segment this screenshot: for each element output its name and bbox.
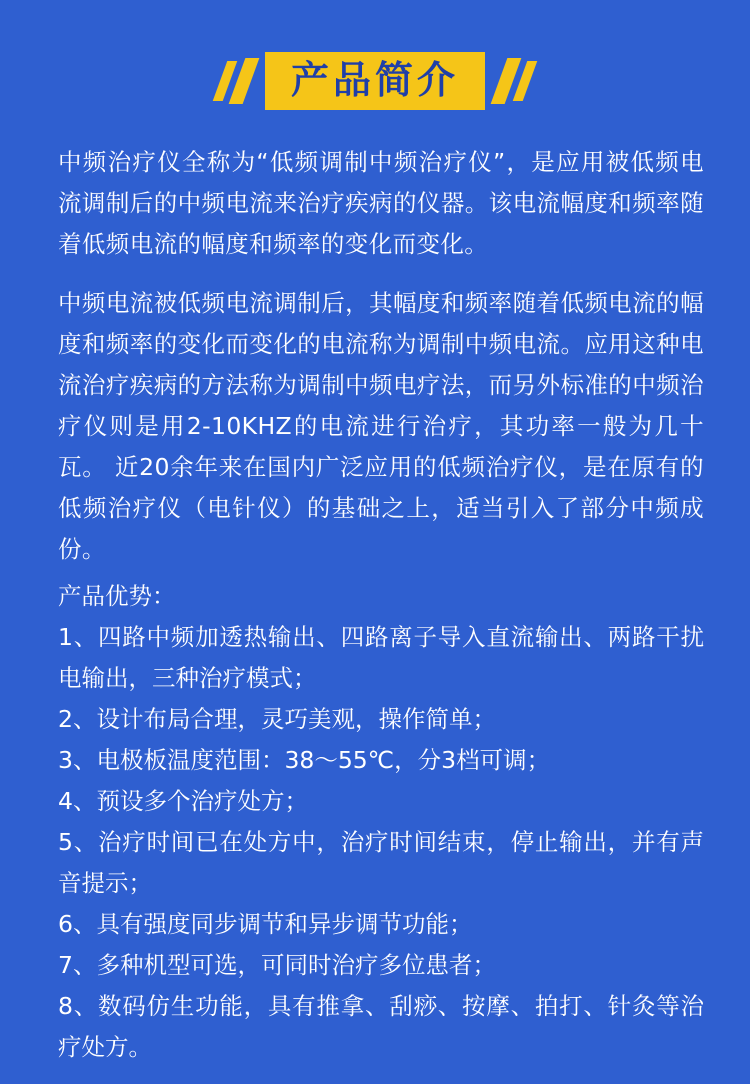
left-slash-decoration xyxy=(220,58,251,104)
list-item: 5、治疗时间已在处方中，治疗时间结束，停止输出，并有声音提示； xyxy=(58,828,704,897)
list-item: 1、四路中频加透热输出、四路离子导入直流输出、两路干扰电输出，三种治疗模式； xyxy=(58,623,704,692)
list-item: 8、数码仿生功能，具有推拿、刮痧、按摩、拍打、针灸等治疗处方。 xyxy=(58,992,704,1061)
page-header xyxy=(0,0,750,116)
right-slash-decoration xyxy=(499,58,530,104)
list-item: 4、预设多个治疗处方； xyxy=(58,787,308,815)
paragraph-spacer xyxy=(58,271,704,283)
list-item: 6、具有强度同步调节和异步调节功能； xyxy=(58,910,473,938)
detail-paragraph: 中频电流被低频电流调制后，其幅度和频率随着低频电流的幅度和频率的变化而变化的电流称为调制中频电流。应用这种电流治疗疾病的方法称为调制中频电疗法，而另外标准的中频治疗仪则是用2-10KHZ的电流进行治疗，其功率一般为几十瓦。 近20余年来在国内广泛应用的低频治疗仪，是在原有的低频治疗仪（电针仪）的基础之上，适当引入了部分中频成份。 xyxy=(58,289,704,563)
page-content xyxy=(0,116,750,1068)
page-title: 产品简介 xyxy=(290,58,459,102)
list-item: 3、电极板温度范围：38～55℃，分3档可调； xyxy=(58,746,551,774)
page-title-plate xyxy=(265,52,485,110)
intro-paragraph: 中频治疗仪全称为“低频调制中频治疗仪”，是应用被低频电流调制后的中频电流来治疗疾病的仪器。该电流幅度和频率随着低频电流的幅度和频率的变化而变化。 xyxy=(58,148,704,258)
list-item: 7、多种机型可选，可同时治疗多位患者； xyxy=(58,951,496,979)
advantages-heading: 产品优势： xyxy=(58,582,176,610)
list-item: 2、设计布局合理，灵巧美观，操作简单； xyxy=(58,705,496,733)
advantages-list xyxy=(58,617,704,1068)
